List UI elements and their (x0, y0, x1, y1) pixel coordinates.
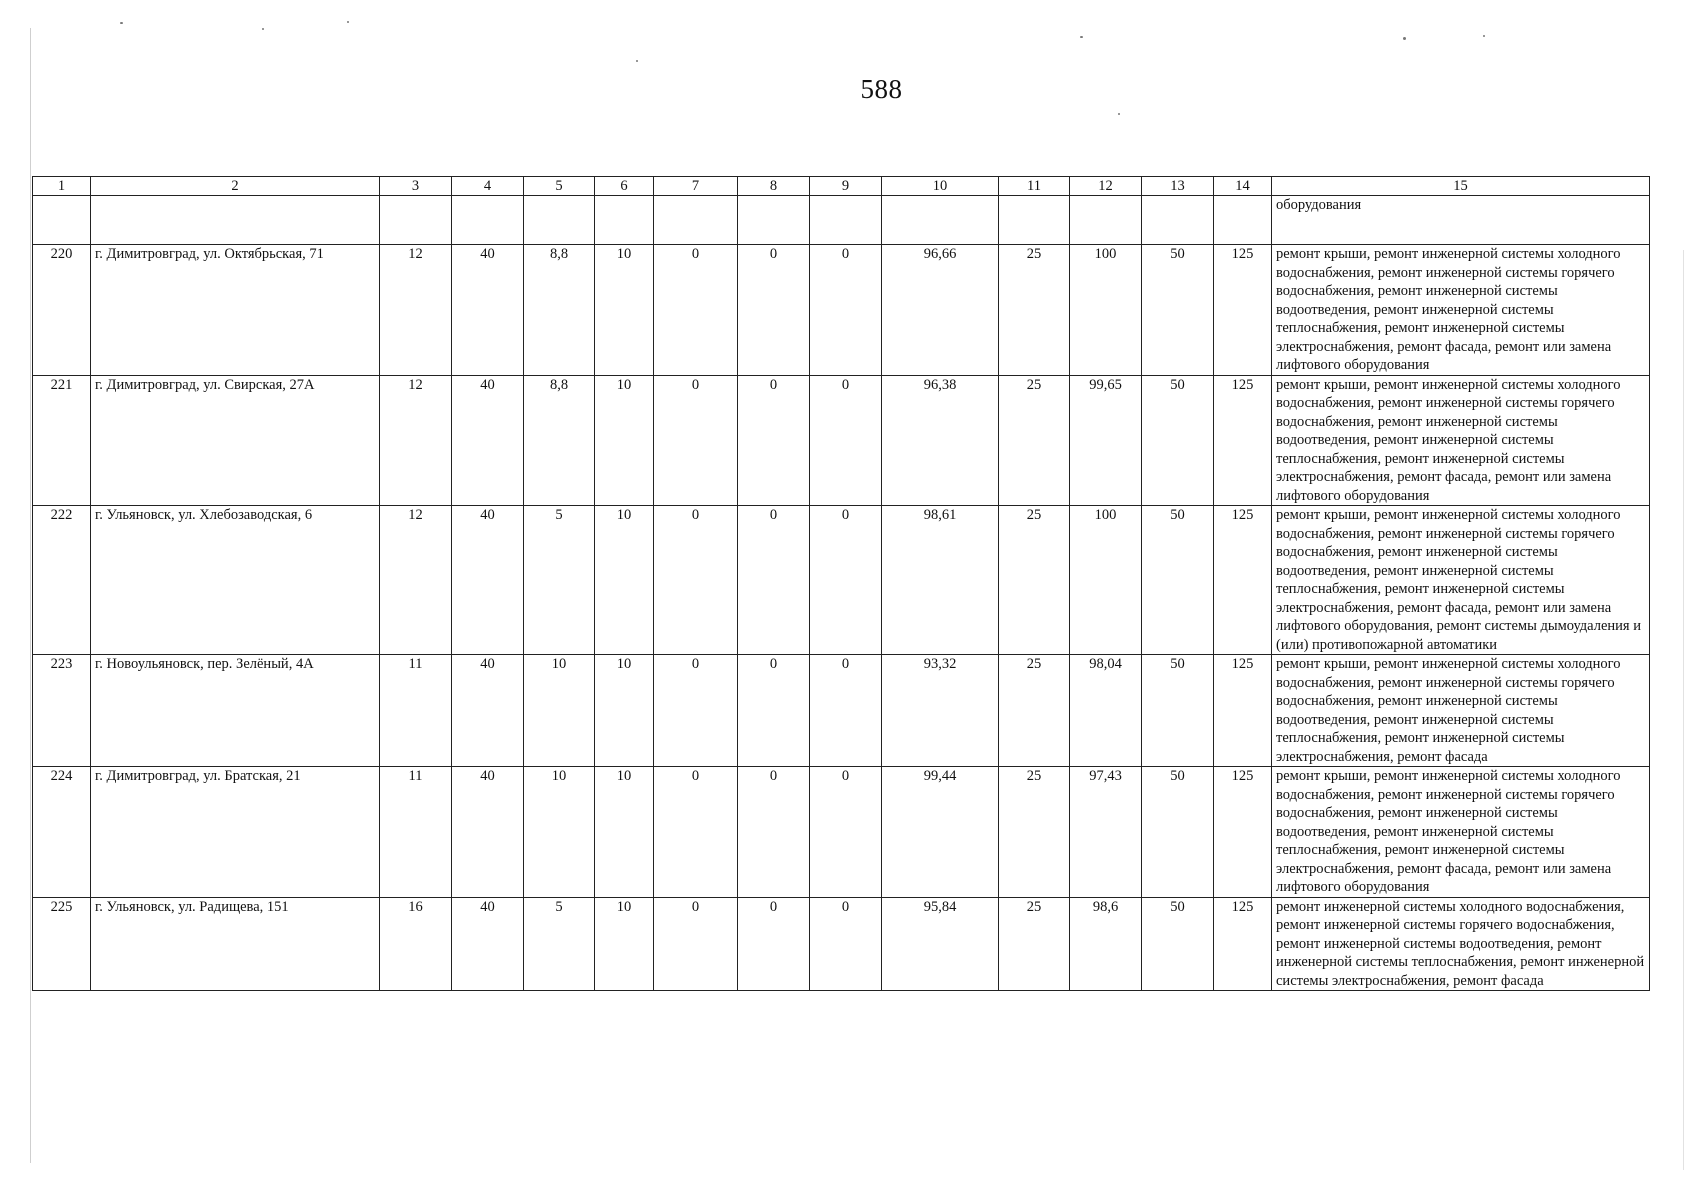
column-header: 10 (882, 177, 999, 196)
row-number: 225 (33, 897, 91, 991)
table-cell: 0 (654, 375, 738, 506)
table-cell: 98,04 (1070, 655, 1142, 767)
table-cell: 25 (999, 897, 1070, 991)
row-number: 223 (33, 655, 91, 767)
address-cell: г. Ульяновск, ул. Хлебозаводская, 6 (91, 506, 380, 655)
column-header: 4 (452, 177, 524, 196)
works-cell: ремонт крыши, ремонт инженерной системы холодного водоснабжения, ремонт инженерной системы горячего водоснабжения, ремонт инженерной системы водоотведения, ремонт инженерной системы теплоснабжения, ремонт инженерной системы электроснабжения, ремонт фасада (1272, 655, 1650, 767)
continuation-row (33, 196, 1650, 245)
table-cell: 50 (1142, 655, 1214, 767)
table-cell: 0 (810, 767, 882, 898)
table-cell: 0 (810, 506, 882, 655)
table-cell: 125 (1214, 375, 1272, 506)
table-cell: 25 (999, 375, 1070, 506)
table-cell: 0 (654, 506, 738, 655)
table-row (33, 375, 1650, 506)
table-cell: 96,38 (882, 375, 999, 506)
table-cell: 50 (1142, 506, 1214, 655)
table-cell: 125 (1214, 655, 1272, 767)
column-header: 12 (1070, 177, 1142, 196)
table-cell: 98,61 (882, 506, 999, 655)
table-cell: 11 (380, 655, 452, 767)
table-cell: 125 (1214, 897, 1272, 991)
table-cell: 40 (452, 245, 524, 376)
column-header: 6 (595, 177, 654, 196)
works-cell: ремонт крыши, ремонт инженерной системы холодного водоснабжения, ремонт инженерной системы горячего водоснабжения, ремонт инженерной системы водоотведения, ремонт инженерной системы теплоснабжения, ремонт инженерной системы электроснабжения, ремонт фасада, ремонт или замена лифтового оборудования, ремонт системы дымоудаления и (или) противопожарной автоматики (1272, 506, 1650, 655)
table-cell: 10 (595, 506, 654, 655)
row-number: 224 (33, 767, 91, 898)
table-cell: 0 (810, 655, 882, 767)
table-row (33, 245, 1650, 376)
table-cell: 10 (595, 767, 654, 898)
table-cell: 40 (452, 897, 524, 991)
table-cell: 0 (738, 245, 810, 376)
table-cell: 0 (810, 897, 882, 991)
table-row (33, 767, 1650, 898)
table-cell (654, 196, 738, 245)
column-header: 5 (524, 177, 595, 196)
table-cell: 99,44 (882, 767, 999, 898)
table-cell: 10 (524, 767, 595, 898)
column-header: 8 (738, 177, 810, 196)
works-cell: ремонт инженерной системы холодного водоснабжения, ремонт инженерной системы горячего водоснабжения, ремонт инженерной системы водоотведения, ремонт инженерной системы теплоснабжения, ремонт инженерной системы электроснабжения, ремонт фасада (1272, 897, 1650, 991)
column-header: 14 (1214, 177, 1272, 196)
table-cell: 50 (1142, 245, 1214, 376)
table-cell: 96,66 (882, 245, 999, 376)
table-row (33, 506, 1650, 655)
address-cell: г. Димитровград, ул. Свирская, 27А (91, 375, 380, 506)
column-header: 11 (999, 177, 1070, 196)
table-cell: 25 (999, 506, 1070, 655)
row-number: 222 (33, 506, 91, 655)
table-cell: 93,32 (882, 655, 999, 767)
table-cell (999, 196, 1070, 245)
table-cell: 98,6 (1070, 897, 1142, 991)
repair-schedule-table (32, 176, 1650, 991)
table-cell (380, 196, 452, 245)
table-cell: 8,8 (524, 245, 595, 376)
column-header: 1 (33, 177, 91, 196)
table-cell: 0 (654, 655, 738, 767)
table-cell: 50 (1142, 375, 1214, 506)
scan-speck (1483, 35, 1485, 37)
table-cell: 8,8 (524, 375, 595, 506)
table-cell: 0 (738, 506, 810, 655)
binding-margin-line (30, 28, 31, 1163)
table-cell: 100 (1070, 506, 1142, 655)
table-cell: 0 (654, 767, 738, 898)
column-number-row (33, 177, 1650, 196)
works-continuation-cell: оборудования (1272, 196, 1650, 245)
table-cell: 50 (1142, 767, 1214, 898)
row-number: 221 (33, 375, 91, 506)
table-cell: 0 (738, 655, 810, 767)
table-cell: 97,43 (1070, 767, 1142, 898)
table-cell: 0 (738, 375, 810, 506)
table-cell: 11 (380, 767, 452, 898)
table-cell (1142, 196, 1214, 245)
table-cell: 10 (524, 655, 595, 767)
table-cell: 95,84 (882, 897, 999, 991)
table-cell: 5 (524, 506, 595, 655)
table-cell (91, 196, 380, 245)
column-header: 2 (91, 177, 380, 196)
table-cell: 12 (380, 245, 452, 376)
table-cell: 40 (452, 767, 524, 898)
table-cell (1214, 196, 1272, 245)
address-cell: г. Ульяновск, ул. Радищева, 151 (91, 897, 380, 991)
table-cell: 10 (595, 655, 654, 767)
table-cell: 5 (524, 897, 595, 991)
table-cell: 0 (738, 767, 810, 898)
scan-speck (262, 28, 264, 30)
scan-speck (120, 22, 123, 24)
scan-speck (1118, 113, 1120, 115)
table-cell: 25 (999, 245, 1070, 376)
scan-speck (636, 60, 638, 62)
scan-speck (1403, 37, 1406, 40)
column-header: 15 (1272, 177, 1650, 196)
table-cell: 125 (1214, 767, 1272, 898)
table-cell: 16 (380, 897, 452, 991)
works-cell: ремонт крыши, ремонт инженерной системы холодного водоснабжения, ремонт инженерной системы горячего водоснабжения, ремонт инженерной системы водоотведения, ремонт инженерной системы теплоснабжения, ремонт инженерной системы электроснабжения, ремонт фасада, ремонт или замена лифтового оборудования (1272, 767, 1650, 898)
table-cell (524, 196, 595, 245)
table-cell: 40 (452, 506, 524, 655)
address-cell: г. Димитровград, ул. Октябрьская, 71 (91, 245, 380, 376)
table-cell: 100 (1070, 245, 1142, 376)
table-cell: 0 (810, 245, 882, 376)
table-cell (33, 196, 91, 245)
table-cell (1070, 196, 1142, 245)
page-number: 588 (860, 74, 903, 104)
column-header: 9 (810, 177, 882, 196)
table-row (33, 897, 1650, 991)
table-cell: 0 (810, 375, 882, 506)
table-cell: 99,65 (1070, 375, 1142, 506)
table-cell: 10 (595, 245, 654, 376)
table-cell (452, 196, 524, 245)
address-cell: г. Димитровград, ул. Братская, 21 (91, 767, 380, 898)
table-cell: 10 (595, 897, 654, 991)
table-cell: 0 (738, 897, 810, 991)
table-cell: 12 (380, 506, 452, 655)
works-cell: ремонт крыши, ремонт инженерной системы холодного водоснабжения, ремонт инженерной системы горячего водоснабжения, ремонт инженерной системы водоотведения, ремонт инженерной системы теплоснабжения, ремонт инженерной системы электроснабжения, ремонт фасада, ремонт или замена лифтового оборудования (1272, 245, 1650, 376)
table-cell: 40 (452, 375, 524, 506)
table-cell: 12 (380, 375, 452, 506)
table-cell (738, 196, 810, 245)
column-header: 13 (1142, 177, 1214, 196)
scan-edge-line (1683, 250, 1684, 1170)
column-header: 3 (380, 177, 452, 196)
table-cell: 0 (654, 245, 738, 376)
table-cell: 0 (654, 897, 738, 991)
scan-speck (347, 21, 349, 23)
table-cell: 10 (595, 375, 654, 506)
table-row (33, 655, 1650, 767)
table-cell: 50 (1142, 897, 1214, 991)
table-cell: 25 (999, 655, 1070, 767)
table-cell (810, 196, 882, 245)
table-cell: 40 (452, 655, 524, 767)
table-cell (882, 196, 999, 245)
table-cell: 125 (1214, 245, 1272, 376)
address-cell: г. Новоульяновск, пер. Зелёный, 4А (91, 655, 380, 767)
table-cell: 125 (1214, 506, 1272, 655)
table-cell: 25 (999, 767, 1070, 898)
scan-speck (1080, 36, 1083, 38)
column-header: 7 (654, 177, 738, 196)
row-number: 220 (33, 245, 91, 376)
works-cell: ремонт крыши, ремонт инженерной системы холодного водоснабжения, ремонт инженерной системы горячего водоснабжения, ремонт инженерной системы водоотведения, ремонт инженерной системы теплоснабжения, ремонт инженерной системы электроснабжения, ремонт фасада, ремонт или замена лифтового оборудования (1272, 375, 1650, 506)
table-cell (595, 196, 654, 245)
